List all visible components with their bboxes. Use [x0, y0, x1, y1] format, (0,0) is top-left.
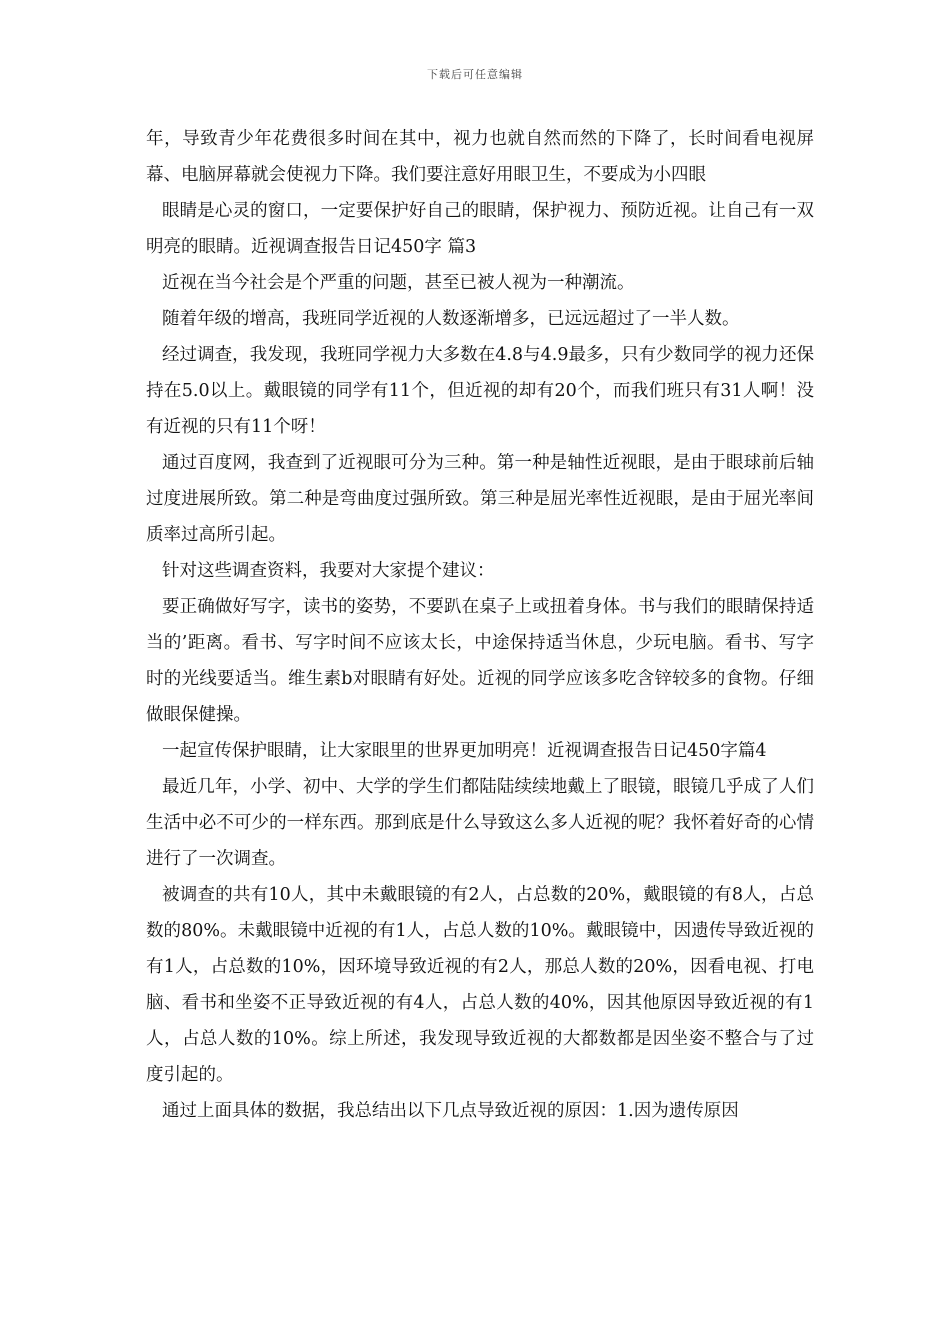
paragraph: 要正确做好写字，读书的姿势，不要趴在桌子上或扭着身体。书与我们的眼睛保持适当的’距离。看书、写字时间不应该太长，中途保持适当休息，少玩电脑。看书、写字时的光线要适当。维生素b对眼睛有好处。近视的同学应该多吃含锌较多的食物。仔细做眼保健操。 [146, 597, 814, 725]
paragraph: 被调查的共有10人，其中未戴眼镜的有2人，占总数的20%，戴眼镜的有8人，占总数的80%。未戴眼镜中近视的有1人，占总人数的10%。戴眼镜中，因遗传导致近视的有1人，占总数的10%，因环境导致近视的有2人，那总人数的20%，因看电视、打电脑、看书和坐姿不正导致近视的有4人，占总人数的40%，因其他原因导致近视的有1人，占总人数的10%。综上所述，我发现导致近视的大都数都是因坐姿不整合与了过度引起的。 [146, 885, 814, 1085]
page-header: 下载后可任意编辑 [427, 68, 523, 81]
paragraph: 针对这些调查资料，我要对大家提个建议： [162, 561, 495, 581]
paragraph: 眼睛是心灵的窗口，一定要保护好自己的眼睛，保护视力、预防近视。让自己有一双明亮的眼睛。近视调查报告日记450字 篇3 [146, 201, 814, 257]
paragraph: 随着年级的增高，我班同学近视的人数逐渐增多，已远远超过了一半人数。 [162, 309, 740, 329]
paragraph: 年，导致青少年花费很多时间在其中，视力也就自然而然的下降了，长时间看电视屏幕、电脑屏幕就会使视力下降。我们要注意好用眼卫生，不要成为小四眼 [146, 129, 814, 185]
paragraph: 通过百度网，我查到了近视眼可分为三种。第一种是轴性近视眼，是由于眼球前后轴过度进展所致。第二种是弯曲度过强所致。第三种是屈光率性近视眼，是由于屈光率间质率过高所引起。 [146, 453, 814, 545]
paragraph: 经过调查，我发现，我班同学视力大多数在4.8与4.9最多，只有少数同学的视力还保持在5.0以上。戴眼镜的同学有11个，但近视的却有20个，而我们班只有31人啊！没有近视的只有11个呀！ [146, 345, 814, 437]
paragraph: 最近几年，小学、初中、大学的学生们都陆陆续续地戴上了眼镜，眼镜几乎成了人们生活中必不可少的一样东西。那到底是什么导致这么多人近视的呢？我怀着好奇的心情进行了一次调查。 [146, 777, 814, 869]
paragraph: 近视在当今社会是个严重的问题，甚至已被人视为一种潮流。 [162, 273, 635, 293]
document-body [146, 121, 814, 1129]
paragraph: 通过上面具体的数据，我总结出以下几点导致近视的原因：1.因为遗传原因 [162, 1101, 739, 1121]
paragraph: 一起宣传保护眼睛，让大家眼里的世界更加明亮！近视调查报告日记450字篇4 [162, 741, 767, 761]
